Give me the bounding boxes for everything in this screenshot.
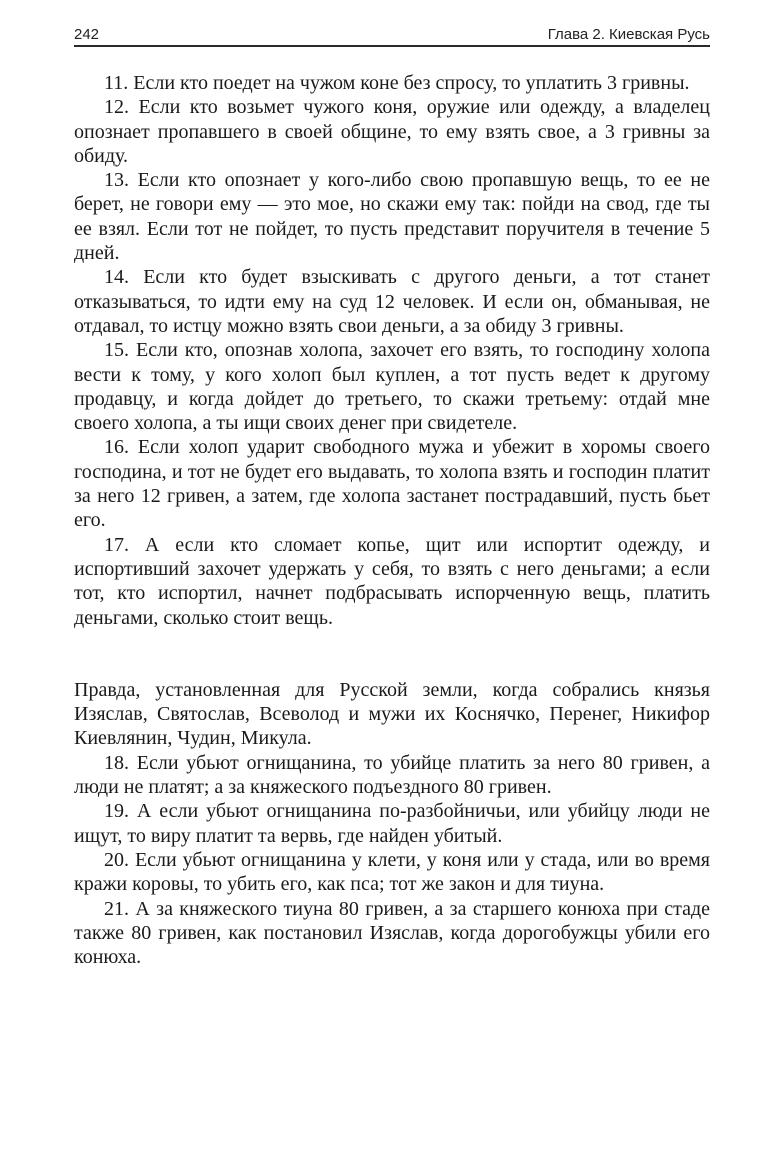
page-number: 242 [74, 26, 100, 43]
running-title: Глава 2. Киевская Русь [547, 26, 710, 43]
article-13: 13. Если кто опознает у кого-либо свою пропавшую вещь, то ее не берет, не говори ему — это мое, но скажи ему так: пойди на свод, где ты ее взял. Если тот не пойдет, то пусть представит поручителя в течение 5 дней. [74, 169, 710, 265]
article-20: 20. Если убьют огнищанина у клети, у коня или у стада, или во время кражи коровы, то убить его, как пса; тот же закон и для тиуна. [74, 848, 710, 896]
header-rule [74, 45, 710, 47]
article-11: 11. Если кто поедет на чужом коне без спросу, то уплатить 3 гривны. [104, 72, 690, 94]
article-12: 12. Если кто возьмет чужого коня, оружие или одежду, а владелец опознает пропавшего в своей общине, то ему взять свое, а 3 гривны за обиду. [74, 96, 710, 167]
article-17: 17. А если кто сломает копье, щит или испортит одежду, и испортивший захочет удержать у себя, то взять с него деньгами; а если тот, кто испортил, начнет подбрасывать испорченную вещь, платить деньгами, сколько стоит вещь. [74, 533, 710, 629]
article-21: 21. А за княжеского тиуна 80 гривен, а за старшего конюха при стаде также 80 гривен, как постановил Изяслав, когда дорогобужцы убили его конюха. [74, 897, 710, 969]
article-19: 19. А если убьют огнищанина по-разбойничьи, или убийцу люди не ищут, то виру платит та вервь, где найден убитый. [74, 800, 710, 847]
article-16: 16. Если холоп ударит свободного мужа и убежит в хоромы своего господина, и тот не будет его выдавать, то холопа взять и господин платит за него 12 гривен, а затем, где холопа застанет пострадавший, пусть бьет его. [74, 436, 710, 532]
article-15: 15. Если кто, опознав холопа, захочет его взять, то господину холопа вести к тому, у кого холоп был куплен, а тот пусть ведет к другому продавцу, и когда дойдет до третьего, то скажи третьему: отдай мне своего холопа, а ты ищи своих денег при свидетеле. [74, 339, 710, 435]
section-gap [74, 630, 710, 678]
article-14: 14. Если кто будет взыскивать с другого деньги, а тот станет отказываться, то идти ему на суд 12 человек. И если он, обманывая, не отдавал, то истцу можно взять свои деньги, а за обиду 3 гривны. [74, 266, 710, 337]
section-intro: Правда, установленная для Русской земли, когда собрались князья Изяслав, Святослав, Всеволод и мужи их Коснячко, Перенег, Никифор Киевлянин, Чудин, Микула. [74, 678, 710, 750]
article-18: 18. Если убьют огнищанина, то убийце платить за него 80 гривен, а люди не платят; а за княжеского подъездного 80 гривен. [74, 751, 710, 799]
page-body [74, 71, 710, 969]
